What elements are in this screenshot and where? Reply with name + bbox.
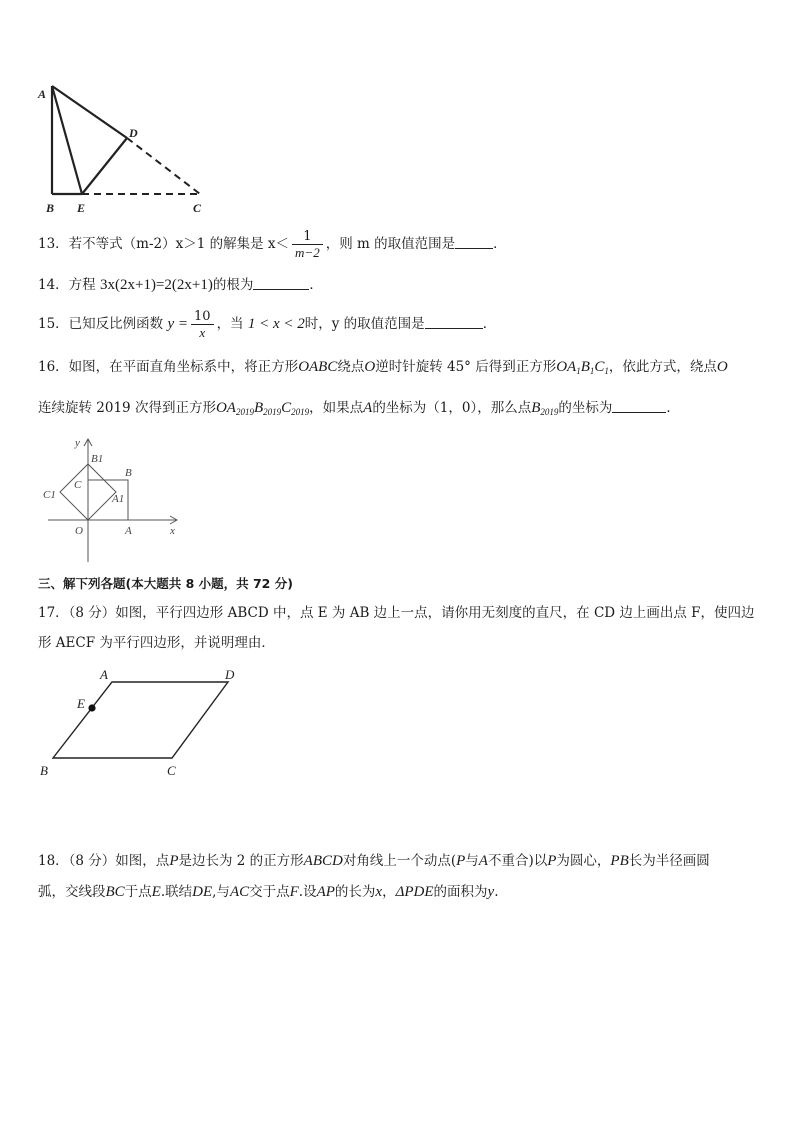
label-o: O [75,525,83,537]
label-b: B [46,201,55,215]
answer-blank-15[interactable] [425,316,483,329]
label-d: D [225,667,235,682]
question-14: 14．方程 3x(2x+1)=2(2x+1)的根为 ． [38,277,323,293]
label-d: D [129,126,138,140]
answer-blank-16[interactable] [612,400,666,413]
label-a: A [38,87,47,101]
answer-blank-14[interactable] [253,277,309,290]
label-c1: C1 [43,489,56,501]
label-c: C [74,479,82,491]
label-b1: B1 [91,453,104,465]
label-b: B [125,467,132,479]
label-c: C [167,763,176,778]
label-b: B [40,763,48,778]
section-3-heading: 三、解下列各题(本大题共 8 小题，共 72 分) [38,576,293,591]
label-e: E [77,201,86,215]
question-16-line-2: 连续旋转 2019 次得到正方形$OA_{2019}B_{2019}C_{2019}$，如果点A的坐标为（1，0），那么点$B_{2019}$的坐标为 ． [38,400,680,417]
label-a: A [125,525,132,537]
label-c: C [193,201,202,215]
question-17-line-1: 17．（8 分）如图，平行四边形 ABCD 中，点 E 为 AB 边上一点，请你用无刻度的直尺，在 CD 边上画出点 F，使四边 [38,605,755,621]
answer-blank-13[interactable] [455,236,493,249]
question-18-line-2: 弧，交线段BC于点E.联结DE,与AC交于点F.设AP的长为x，ΔPDE的面积为y. [38,884,499,900]
question-16-line-1: 16．如图，在平面直角坐标系中，将正方形OABC绕点O逆时针旋转 45° 后得到正方形$OA_1B_1C_1$，依此方式，绕点O [38,359,728,376]
segment-ed [82,138,127,194]
segment-ae [52,86,82,194]
question-13: 13．若不等式（m-2）x＞1 的解集是 x＜ $\frac{1}{m-2}$ ，则 m 的取值范围是 ． [38,229,507,260]
question-15: 15．已知反比例函数 y = $\frac{10}{x}$ ，当 1 < x < 2时，y 的取值范围是 ． [38,309,497,340]
figure-coordinate-rotation [34,432,184,568]
point-e [88,704,95,711]
fraction-10-over-x: $\frac{10}{x}$ [191,309,214,340]
label-e: E [77,696,85,711]
label-a: A [100,667,108,682]
dashed-dc [127,138,200,194]
label-a1: A1 [112,493,125,505]
fraction-1-over-m-2: $\frac{1}{m-2}$ [292,229,323,260]
question-18-line-1: 18．（8 分）如图，点P是边长为 2 的正方形ABCD对角线上一个动点(P与A不重合)以P为圆心，PB长为半径画圆 [38,853,710,869]
label-x: x [170,525,175,537]
parallelogram-abcd [53,682,228,758]
figure-triangle-abc [30,78,215,218]
question-17-line-2: 形 AECF 为平行四边形，并说明理由． [38,635,275,651]
figure-parallelogram-abcd [34,664,249,780]
label-y: y [75,437,80,449]
